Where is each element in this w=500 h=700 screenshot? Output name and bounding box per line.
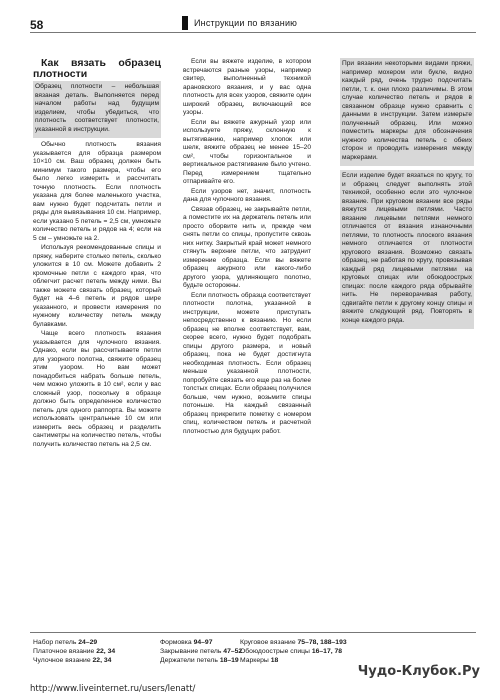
column-3 (340, 58, 474, 329)
index-entry: Обоюдоострые спицы 16–17, 78 (240, 648, 343, 655)
paragraph: Если вы вяжете изделие, в котором встречаются разные узоры, например свитер, выполненный техникой арановского вязания, и у вас одна плотность для всех узоров, свяжите один широкий образец, включающий все узоры. (183, 58, 311, 116)
index-entry: Закрывание петель 47–52 (160, 648, 243, 655)
column-2 (183, 58, 311, 437)
paragraph: Если изделие будет вязаться по кругу, то и образец следует выполнять этой техникой, особенно если это чулочное вязание. При круговом вязании все ряды вяжутся лицевыми петлями. Часто вязание лицевыми петлями немного отличается от вязания изнаночными петлями, то плотность плоского вязания немного отличается от плотности кругового вязания. Возможно связать образец, не работая по кругу, провязывая каждый ряд лицевыми петлями на круговых спицах или обоюдоострых спицах: после каждого ряда обрывайте нить. Не переворачивая работу, сдвигайте петли к другому концу спицы и вяжите следующий ряд. Повторять в конце каждого ряда. (342, 172, 472, 324)
index-entry: Набор петель 24–29 (33, 639, 98, 646)
running-header: Инструкции по вязанию (194, 18, 298, 28)
index-entry: Платочное вязание 22, 34 (33, 648, 116, 655)
paragraph: Используя рекомендованные спицы и пряжу, наберите столько петель, сколько уложится в 10 см. Можете добавить 2 кромочные петли с каждого края, что облегчит расчет петель между ними. Вы также можете связать образец, который будет на 4–6 петель и рядов шире указанного, и провести измерения по нужному количеству петель между булавками. (33, 244, 161, 328)
paragraph: Чаще всего плотность вязания указывается для чулочного вязания. Однако, если вы рассчитываете петли для узорного полотна, свяжите образец этим узором. Но вам может понадобиться набрать больше петель, чем можно уложить в 10 см², если у вас сложный узор, поскольку в образце должно быть определенное количество петель для одного раппорта. Вы можете использовать центральные 10 см или измерить весь образец и разделить сантиметры на количество петель, чтобы получить количество петель на 2,5 см. (33, 330, 161, 448)
paragraph: Если узоров нет, значит, плотность дана для чулочного вязания. (183, 187, 311, 203)
paragraph: Обычно плотность вязания указывается для образца размером 10×10 см. Ваш образец должен быть минимум такого размера, чтобы его было легко измерить и рассчитать точную плотность. Если плотность указана для более маленького участка, вам нужно будет подсчитать петли и ряды для вывязывания 10 см. Например, если указано 5 петель = 2,5 см, умножьте количество петель и рядов на 4; если на 5 см – умножьте на 2. (33, 141, 161, 242)
index-entry: Чулочное вязание 22, 34 (33, 657, 112, 664)
index-entry: Маркеры 18 (240, 657, 279, 664)
watermark-logo: Чудо-Клубок.Ру (357, 664, 480, 679)
intro-text: Образец плотности – небольшая вязаная деталь. Выполняется перед началом работы над будущим изделием, чтобы убедиться, что плотность соответствует плотности, указанной в инструкции. (35, 83, 159, 133)
paragraph: Если плотность образца соответствует плотности полотна, указанной в инструкции, можете приступать непосредственно к вязанию. Но если образец не вполне соответствует, вам, скорее всего, нужно будет подобрать спицы другого размера, и новый образец, пока не будет достигнута необходимая плотность. Если образец меньше указанной плотности, попробуйте связать его еще раз на более толстых спицах. Если образец получился больше, чем нужно, возьмите спицы потоньше. На каждый связанный образец прикрепите пометку с номером спиц, количеством петель и расчетной плотностью для будущих работ. (183, 291, 312, 435)
note-box-2 (340, 170, 474, 329)
footer-divider (30, 632, 476, 633)
footer-index-col-2 (160, 638, 242, 665)
index-entry: Круговое вязание 75–78, 188–193 (240, 639, 347, 646)
index-entry: Держатели петель 18–19 (160, 657, 239, 664)
header-divider (30, 32, 476, 33)
header-marker (182, 16, 188, 30)
section-title: Как вязать образец плотности (33, 57, 161, 80)
paragraph: Связав образец, не закрывайте петли, а поместите их на держатель петель или просто оборвите нить и, прежде чем снять петли со спицы, пропустите сквозь них нитку. Закрытый край может немного стянуть верхние петли, что затруднит измерение образца. Если вы вяжете образец ажурного или какого-либо другого узора, удлиняющего полотно, будьте осторожны. (183, 205, 311, 289)
index-entry: Формовка 94–97 (160, 639, 213, 646)
page-number: 58 (30, 18, 44, 32)
note-box-1 (340, 58, 474, 166)
paragraph: При вязании некоторыми видами пряжи, например мохером или букле, видно каждый ряд, очень трудно подсчитать петли, т. к. они плохо различимы. В этом случае количество петель и рядов в связанном образце нужно сравнить с данными в инструкции. Затем измерьте полученный образец. Или можно поместить маркеры для обозначения нужного количества петель с обеих сторон и проводить измерения между маркерами. (342, 60, 472, 161)
footer-index-col-1 (33, 638, 115, 665)
intro-box (33, 81, 161, 138)
footer-index-col-3 (240, 638, 347, 665)
column-1 (33, 58, 161, 450)
watermark-url[interactable]: http://www.liveinternet.ru/users/lenatt/ (30, 684, 196, 694)
paragraph: Если вы вяжете ажурный узор или используете пряжу, склонную к вытягиванию, например хлопок или шелк, вяжите образец не менее 15–20 см², чтобы горизонтальное и вертикальное растягивание было учтено. Перед измерением тщательно отпаривайте его. (183, 118, 311, 185)
